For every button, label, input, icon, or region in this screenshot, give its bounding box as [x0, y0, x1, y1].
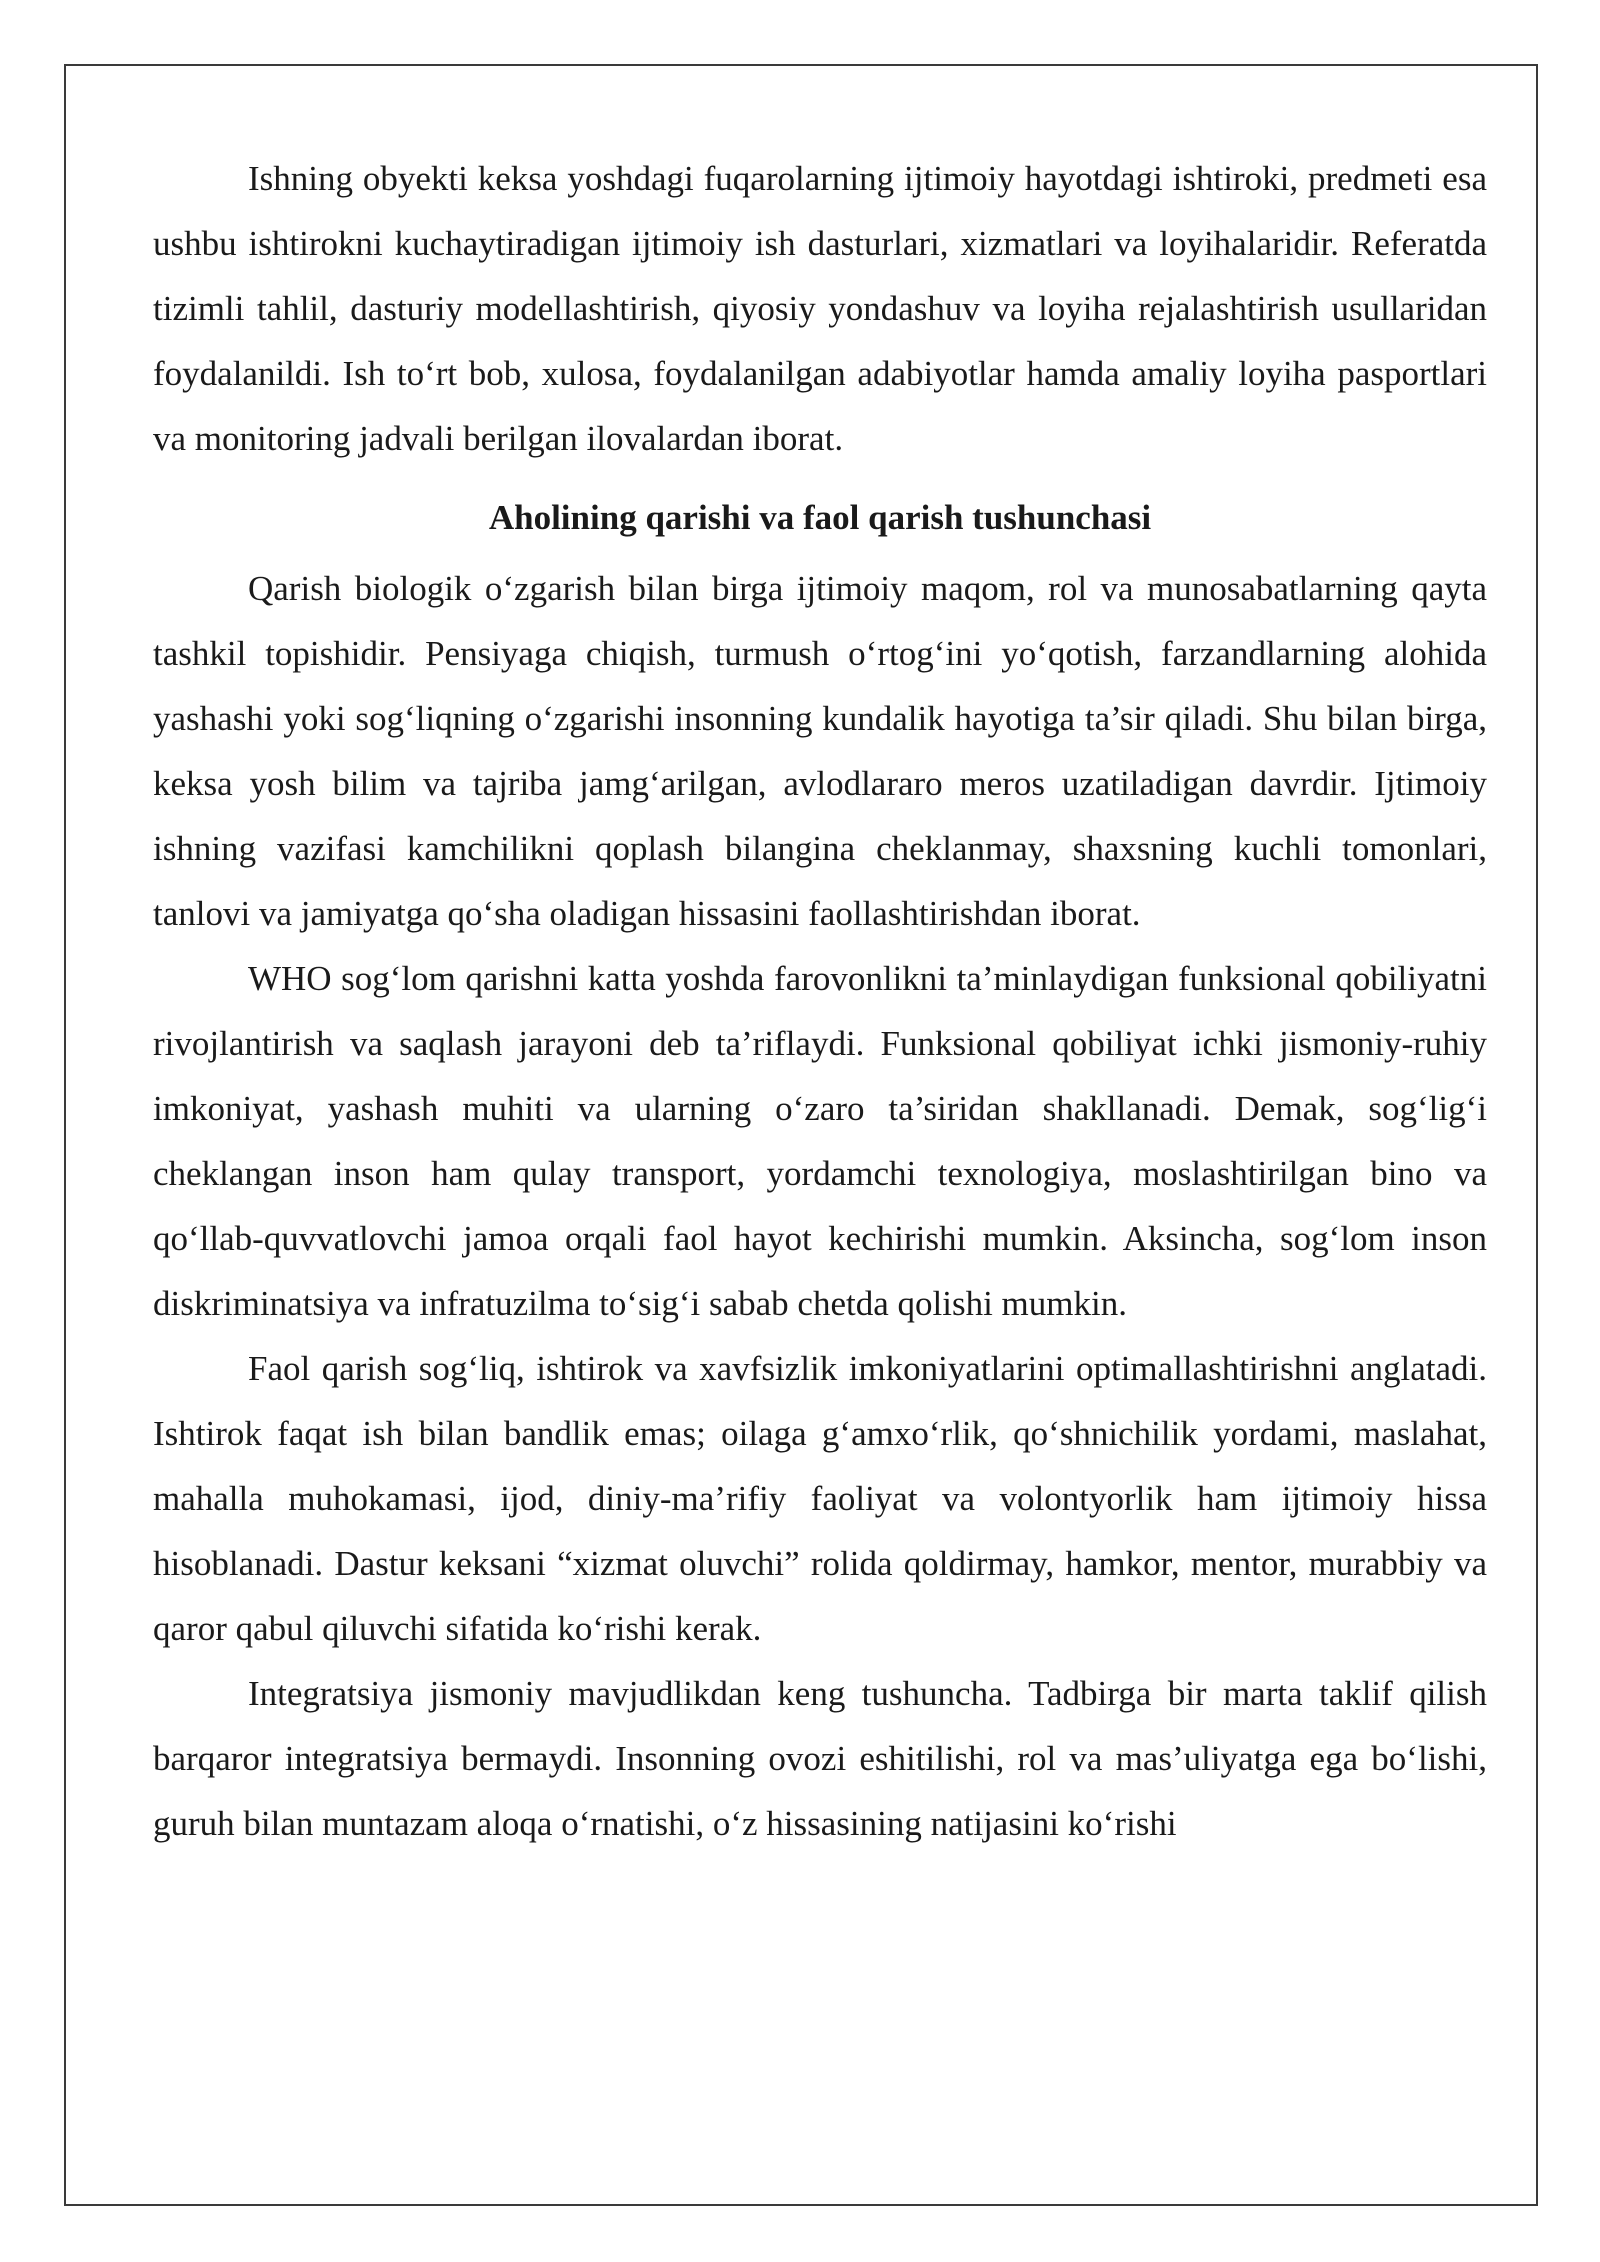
body-paragraph-3: Faol qarish sog‘liq, ishtirok va xavfsizlik imkoniyatlarini optimallashtirishni anglatadi. Ishtirok faqat ish bilan bandlik emas; oilaga g‘amxo‘rlik, qo‘shnichilik yordami, maslahat, mahalla muhokamasi, ijod, diniy-ma’rifiy faoliyat va volontyorlik ham ijtimoiy hissa hisoblanadi. Dastur keksani “xizmat oluvchi” rolida qoldirmay, hamkor, mentor, murabbiy va qaror qabul qiluvchi sifatida ko‘rishi kerak. — [153, 1349, 1487, 1648]
document-body — [153, 146, 1487, 1856]
intro-paragraph: Ishning obyekti keksa yoshdagi fuqarolarning ijtimoiy hayotdagi ishtiroki, predmeti esa ushbu ishtirokni kuchaytiradigan ijtimoiy ish dasturlari, xizmatlari va loyihalaridir. Referatda tizimli tahlil, dasturiy modellashtirish, qiyosiy yondashuv va loyiha rejalashtirish usullaridan foydalanildi. Ish to‘rt bob, xulosa, foydalanilgan adabiyotlar hamda amaliy loyiha pasportlari va monitoring jadvali berilgan ilovalardan iborat. — [153, 159, 1487, 458]
body-paragraph-2: WHO sog‘lom qarishni katta yoshda farovonlikni ta’minlaydigan funksional qobiliyatni rivojlantirish va saqlash jarayoni deb ta’riflaydi. Funksional qobiliyat ichki jismoniy-ruhiy imkoniyat, yashash muhiti va ularning o‘zaro ta’siridan shakllanadi. Demak, sog‘lig‘i cheklangan inson ham qulay transport, yordamchi texnologiya, moslashtirilgan bino va qo‘llab-quvvatlovchi jamoa orqali faol hayot kechirishi mumkin. Aksincha, sog‘lom inson diskriminatsiya va infratuzilma to‘sig‘i sabab chetda qolishi mumkin. — [153, 959, 1487, 1323]
section-heading: Aholining qarishi va faol qarish tushunchasi — [488, 498, 1152, 537]
body-paragraph-1: Qarish biologik o‘zgarish bilan birga ijtimoiy maqom, rol va munosabatlarning qayta tashkil topishidir. Pensiyaga chiqish, turmush o‘rtog‘ini yo‘qotish, farzandlarning alohida yashashi yoki sog‘liqning o‘zgarishi insonning kundalik hayotiga ta’sir qiladi. Shu bilan birga, keksa yosh bilim va tajriba jamg‘arilgan, avlodlararo meros uzatiladigan davrdir. Ijtimoiy ishning vazifasi kamchilikni qoplash bilangina cheklanmay, shaxsning kuchli tomonlari, tanlovi va jamiyatga qo‘sha oladigan hissasini faollashtirishdan iborat. — [153, 569, 1487, 933]
body-paragraph-4: Integratsiya jismoniy mavjudlikdan keng tushuncha. Tadbirga bir marta taklif qilish barqaror integratsiya bermaydi. Insonning ovozi eshitilishi, rol va mas’uliyatga ega bo‘lishi, guruh bilan muntazam aloqa o‘rnatishi, o‘z hissasining natijasini ko‘rishi — [153, 1674, 1487, 1843]
